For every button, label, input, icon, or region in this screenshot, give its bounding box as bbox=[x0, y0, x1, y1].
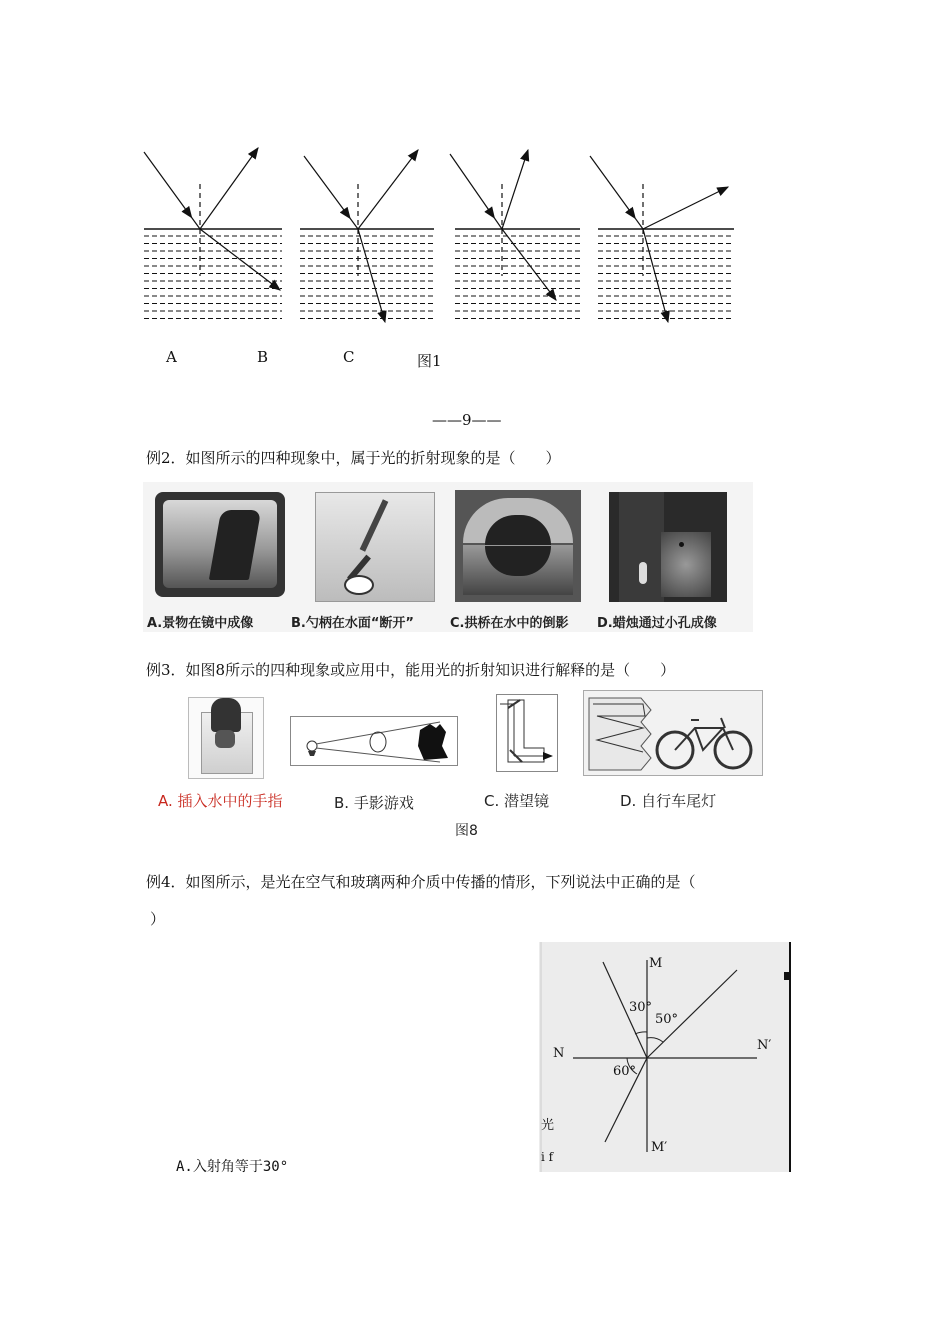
periscope-diagram bbox=[496, 694, 558, 772]
figure-1-label-a: A bbox=[166, 348, 177, 366]
example-3-caption-d: D. 自行车尾灯 bbox=[620, 792, 717, 810]
example-2-question: 例2．如图所示的四种现象中，属于光的折射现象的是（ ） bbox=[146, 449, 561, 467]
figure-1-label-b: B bbox=[257, 348, 269, 366]
example-4-question-line1: 例4．如图所示，是光在空气和玻璃两种介质中传播的情形，下列说法中正确的是（ bbox=[146, 873, 696, 891]
reflected-ray bbox=[358, 150, 418, 229]
incident-ray bbox=[632, 214, 643, 229]
figure-1-label-c: C bbox=[343, 348, 355, 366]
photo-spoon-image bbox=[315, 492, 435, 602]
diagram-angle-60: 60° bbox=[613, 1064, 637, 1079]
diagram-label-m-prime: M′ bbox=[651, 1140, 668, 1155]
finger-in-water-image bbox=[188, 697, 264, 779]
example-2-caption-d: D.蜡烛通过小孔成像 bbox=[597, 616, 717, 631]
example-2-photo-strip bbox=[143, 482, 753, 632]
reflected-ray bbox=[643, 187, 728, 229]
diagram-side-text-1: 光 bbox=[541, 1118, 555, 1133]
example-3-figure-caption: 图8 bbox=[455, 823, 478, 839]
reflected-ray bbox=[502, 150, 528, 229]
photo-mirror-image bbox=[155, 492, 285, 597]
diagram-side-text-2: i f bbox=[541, 1150, 554, 1164]
photo-bridge-image bbox=[455, 490, 581, 602]
reflected-ray bbox=[200, 148, 258, 229]
example-4-question-line2: ） bbox=[150, 910, 166, 928]
diagram-label-m: M bbox=[649, 956, 663, 971]
example-4-diagram bbox=[539, 942, 791, 1172]
incident-ray bbox=[590, 156, 632, 214]
refracted-ray bbox=[358, 229, 385, 322]
bicycle-reflector-diagram bbox=[583, 690, 763, 776]
incident-ray bbox=[450, 154, 492, 214]
refracted-ray bbox=[502, 229, 556, 300]
diagram-angle-30: 30° bbox=[629, 1000, 653, 1015]
incident-ray bbox=[304, 156, 347, 214]
photo-candle-image bbox=[609, 492, 727, 602]
diagram-label-n: N bbox=[553, 1046, 565, 1061]
diagram-angle-50: 50° bbox=[655, 1012, 679, 1027]
diagram-edge-mark bbox=[784, 972, 790, 980]
figure-1-caption: 图1 bbox=[417, 352, 442, 370]
example-3-caption-b: B. 手影游戏 bbox=[334, 794, 414, 812]
incident-ray bbox=[347, 214, 358, 229]
example-3-question: 例3．如图8所示的四种现象或应用中，能用光的折射知识进行解释的是（ ） bbox=[146, 661, 676, 679]
example-2-caption-a: A.景物在镜中成像 bbox=[147, 616, 254, 631]
incident-ray bbox=[189, 214, 200, 229]
figure-1-diagrams bbox=[0, 0, 950, 340]
incident-ray bbox=[492, 214, 502, 229]
example-2-caption-c: C.拱桥在水中的倒影 bbox=[450, 616, 569, 631]
example-2-caption-b: B.勺柄在水面“断开” bbox=[291, 616, 414, 631]
refracted-ray bbox=[643, 229, 668, 322]
incident-ray bbox=[144, 152, 189, 214]
example-3-caption-a: A. 插入水中的手指 bbox=[158, 792, 283, 810]
diagram-label-n-prime: N′ bbox=[757, 1038, 772, 1053]
example-4-option-a: A.入射角等于30° bbox=[176, 1159, 289, 1175]
page-number: ——9—— bbox=[432, 411, 502, 429]
hand-shadow-diagram bbox=[290, 716, 458, 766]
example-3-caption-c: C. 潜望镜 bbox=[484, 792, 550, 810]
